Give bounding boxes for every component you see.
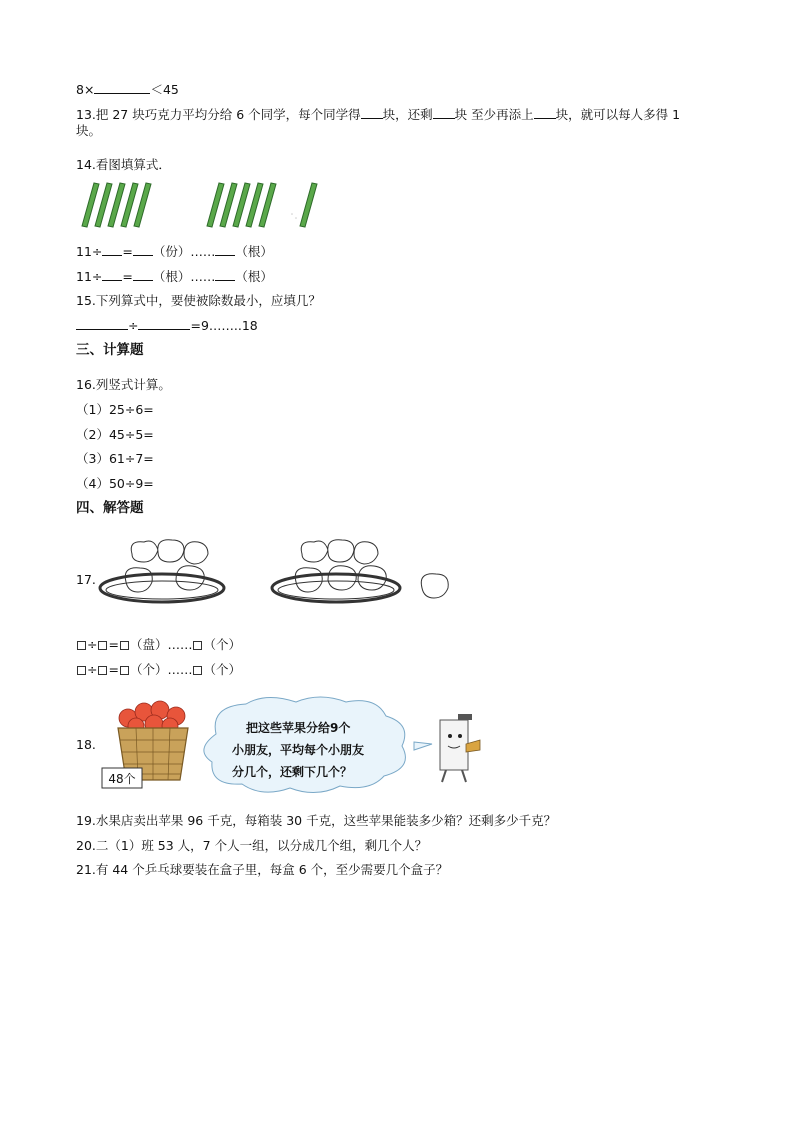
answer-blank[interactable] (361, 106, 383, 119)
answer-box[interactable] (120, 641, 129, 650)
q15-equation: ÷ =9……..18 (76, 317, 258, 334)
peach-plates-figure (92, 536, 472, 616)
answer-blank[interactable] (133, 243, 153, 256)
answer-box[interactable] (98, 641, 107, 650)
plate (272, 540, 400, 602)
calc-item: （4）50÷9= (76, 476, 154, 491)
answer-blank[interactable] (215, 243, 235, 256)
question-14-title: 14.看图填算式． (76, 157, 171, 172)
q17-row1: ÷ = （盘）…… （个） (76, 637, 241, 653)
question-18-label: 18. (76, 737, 96, 752)
basket (102, 701, 188, 788)
answer-blank[interactable] (102, 243, 122, 256)
book-character (440, 714, 480, 782)
q12-line: 8× ＜45 (76, 82, 179, 97)
sticks-figure (78, 180, 328, 230)
answer-box[interactable] (120, 666, 129, 675)
question-13: 13.把 27 块巧克力平均分给 6 个同学，每个同学得 块，还剩 块 至少再添上 块，就可以每人多得 1 块。 (76, 107, 681, 138)
calc-item: （2）45÷5= (76, 427, 154, 442)
bubble-line: 把这些苹果分给9个 (246, 721, 351, 735)
answer-box[interactable] (77, 666, 86, 675)
basket-tag: 48个 (108, 772, 136, 786)
question-15-title: 15.下列算式中，要使被除数最小，应填几？ (76, 293, 321, 308)
answer-box[interactable] (77, 641, 86, 650)
question-17-label: 17. (76, 572, 96, 587)
answer-box[interactable] (98, 666, 107, 675)
peach (421, 574, 448, 598)
apple-basket-figure (96, 696, 492, 796)
plate (100, 540, 224, 602)
q14-row1: 11÷ = （份）…… （根） (76, 244, 273, 259)
answer-blank[interactable] (534, 106, 556, 119)
calc-item: （3）61÷7= (76, 451, 154, 466)
calc-item: （1）25÷6= (76, 402, 154, 417)
bubble-line: 分几个，还剩下几个？ (232, 765, 353, 779)
answer-blank[interactable] (215, 268, 235, 281)
answer-blank[interactable] (94, 81, 150, 94)
question-16-title: 16.列竖式计算。 (76, 377, 171, 392)
answer-blank[interactable] (76, 317, 128, 330)
question-21: 21.有 44 个乒乓球要装在盒子里，每盒 6 个，至少需要几个盒子？ (76, 862, 449, 877)
answer-box[interactable] (193, 666, 202, 675)
answer-blank[interactable] (138, 317, 190, 330)
question-20: 20.二（1）班 53 人，7 个人一组，以分成几个组，剩几个人？ (76, 838, 428, 853)
answer-blank[interactable] (102, 268, 122, 281)
answer-blank[interactable] (133, 268, 153, 281)
q17-row2: ÷ = （个）…… （个） (76, 662, 241, 678)
speech-bubble (204, 697, 432, 793)
answer-box[interactable] (193, 641, 202, 650)
bubble-line: 小朋友，平均每个小朋友 (232, 743, 365, 757)
question-19: 19.水果店卖出苹果 96 千克，每箱装 30 千克，这些苹果能装多少箱？还剩多少千克？ (76, 813, 557, 828)
section-heading: 三、计算题 (76, 342, 144, 358)
answer-blank[interactable] (433, 106, 455, 119)
q14-row2: 11÷ = （根）…… （根） (76, 269, 273, 284)
stick (300, 183, 317, 227)
section-heading: 四、解答题 (76, 500, 144, 516)
